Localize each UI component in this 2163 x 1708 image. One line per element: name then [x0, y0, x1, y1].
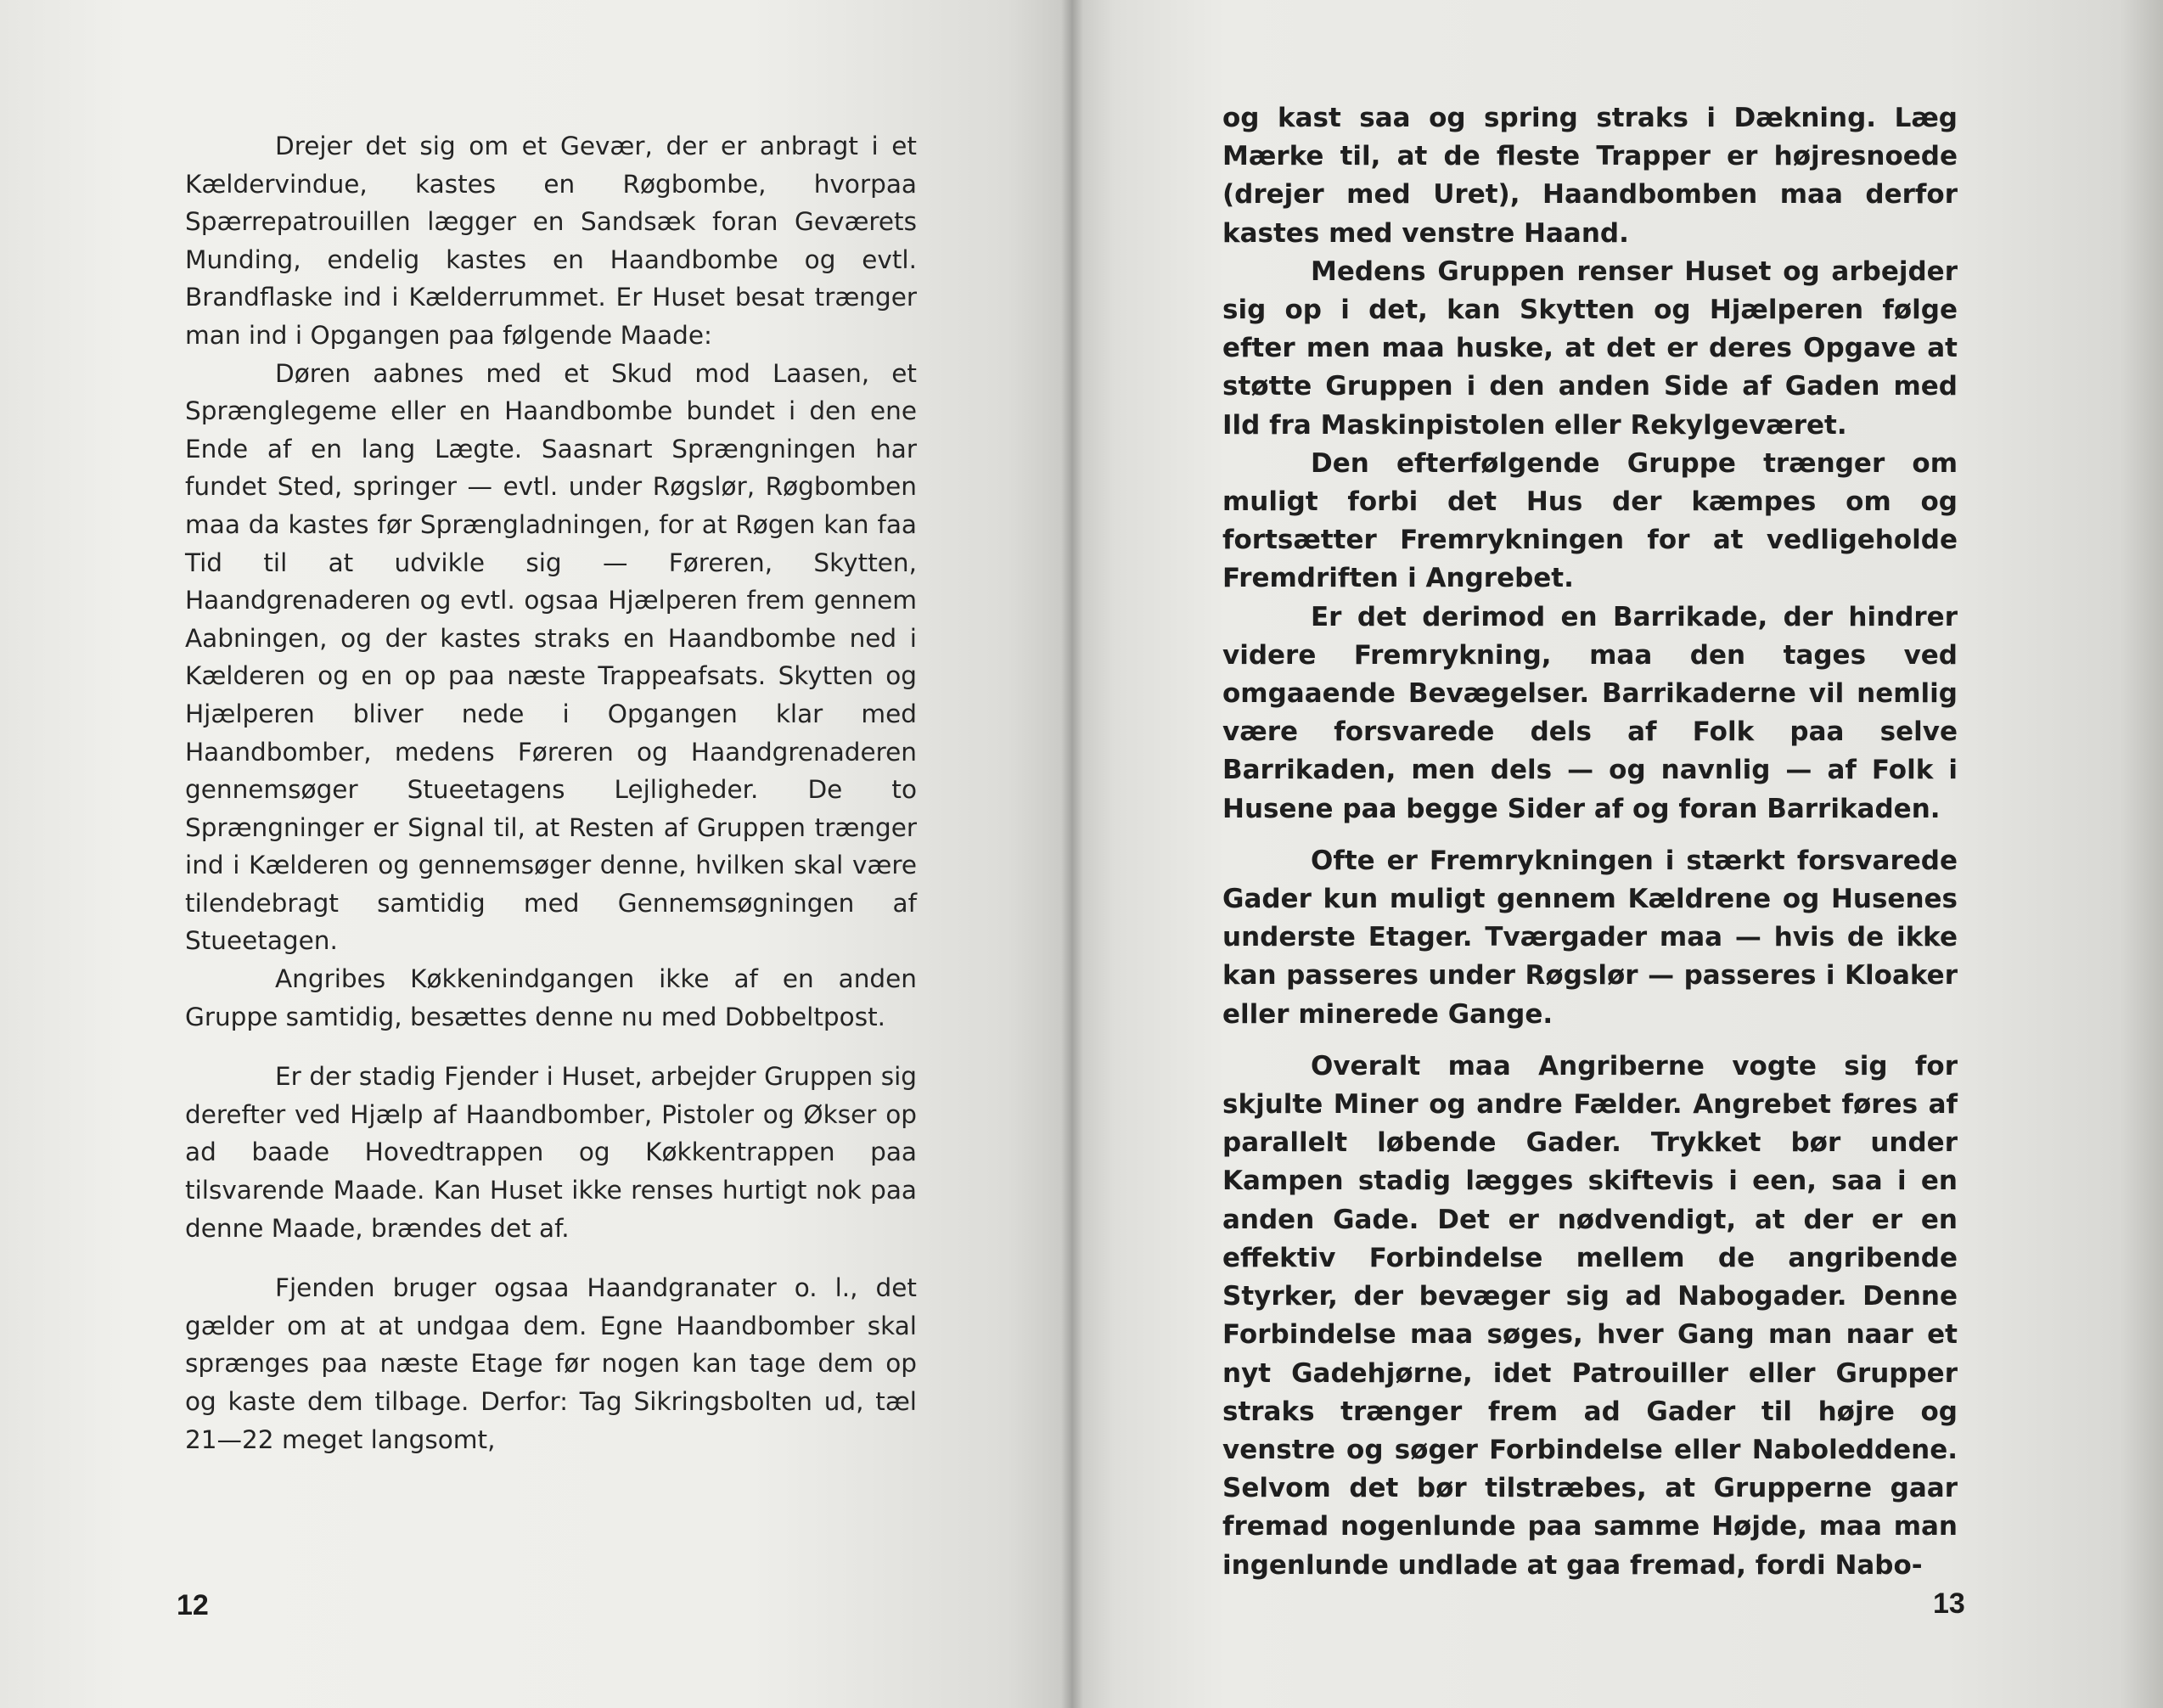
left-paragraph-2: Døren aabnes med et Skud mod Laasen, et Sprænglegeme eller en Haandbombe bundet i den ene Ende af en lang Lægte. Saasnart Sprængningen har fundet Sted, springer — evtl. under Røgslør, Røgbomben maa da kastes før Sprængladningen, for at Røgen kan faa Tid til at udvikle sig — Føreren, Skytten, Haandgrenaderen og evtl. ogsaa Hjælperen frem gennem Aabningen, og der kastes straks en Haandbombe ned i Kælderen og en op paa næste Trappeafsats. Skytten og Hjælperen bliver nede i Opgangen klar med Haandbomber, medens Føreren og Haandgrenaderen gennemsøger Stueetagens Lejligheder. De to Sprængninger er Signal til, at Resten af Gruppen trænger ind i Kælderen og gennemsøger denne, hvilken skal være tilendebragt samtidig med Gennemsøgningen af Stueetagen.	[185, 358, 917, 956]
right-paragraph-6: Overalt maa Angriberne vogte sig for skjulte Miner og andre Fælder. Angrebet føres af parallelt løbende Gader. Trykket bør under Kampen stadig lægges skiftevis i een, saa i en anden Gade. Det er nødvendigt, at der er en effektiv Forbindelse mellem de angribende Styrker, der bevæger sig ad Nabogader. Denne Forbindelse maa søges, hver Gang man naar et nyt Gadehjørne, idet Patrouiller eller Grupper straks trænger frem ad Gader til højre og venstre og søger Forbindelse eller Naboleddene. Selvom det bør tilstræbes, at Grupperne gaar fremad nogenlunde paa samme Højde, maa man ingenlunde undlade at gaa fremad, fordi Nabo-	[1222, 1050, 1958, 1581]
right-paragraph-3: Den efterfølgende Gruppe trænger om muligt forbi det Hus der kæmpes om og fortsætter Fremrykningen for at vedligeholde Fremdriften i Angrebet.	[1222, 447, 1958, 594]
page-number-right: 13	[1933, 1587, 1965, 1620]
paragraph-gap	[1222, 829, 1958, 842]
left-paragraph-3: Angribes Køkkenindgangen ikke af en anden Gruppe samtidig, besættes denne nu med Dobbeltpost.	[185, 964, 917, 1031]
right-paragraph-1: og kast saa og spring straks i Dækning. Læg Mærke til, at de fleste Trapper er højresnoede (drejer med Uret), Haandbomben maa derfor kastes med venstre Haand.	[1222, 103, 1958, 249]
left-page-text	[185, 127, 917, 1458]
paragraph-gap	[185, 1247, 917, 1269]
right-paragraph-2: Medens Gruppen renser Huset og arbejder sig op i det, kan Skytten og Hjælperen følge efter men maa huske, at det er deres Opgave at støtte Gruppen i den anden Side af Gaden med Ild fra Maskinpistolen eller Rekylgeværet.	[1222, 256, 1958, 441]
left-paragraph-5: Fjenden bruger ogsaa Haandgranater o. l., det gælder om at at undgaa dem. Egne Haandbomber skal sprænges paa næste Etage før nogen kan tage dem op og kaste dem tilbage. Derfor: Tag Sikringsbolten ud, tæl 21—22 meget langsomt,	[185, 1273, 917, 1454]
page-number-left: 12	[177, 1589, 209, 1621]
left-paragraph-1: Drejer det sig om et Gevær, der er anbragt i et Kældervindue, kastes en Røgbombe, hvorpaa Spærrepatrouillen lægger en Sandsæk foran Geværets Munding, endelig kastes en Haandbombe og evtl. Brandflaske ind i Kælderrummet. Er Huset besat trænger man ind i Opgangen paa følgende Maade:	[185, 132, 917, 350]
right-paragraph-5: Ofte er Fremrykningen i stærkt forsvarede Gader kun muligt gennem Kældrene og Husenes underste Etager. Tværgader maa — hvis de ikke kan passeres under Røgslør — passeres i Kloaker eller minerede Gange.	[1222, 845, 1958, 1030]
left-paragraph-4: Er der stadig Fjender i Huset, arbejder Gruppen sig derefter ved Hjælp af Haandbomber, Pistoler og Økser op ad baade Hovedtrappen og Køkkentrappen paa tilsvarende Maade. Kan Huset ikke renses hurtigt nok paa denne Maade, brændes det af.	[185, 1062, 917, 1243]
right-paragraph-4: Er det derimod en Barrikade, der hindrer videre Fremrykning, maa den tages ved omgaaende Bevægelser. Barrikaderne vil nemlig være forsvarede dels af Folk paa selve Barrikaden, men dels — og navnlig — af Folk i Husene paa begge Sider af og foran Barrikaden.	[1222, 601, 1958, 824]
book-gutter	[1061, 0, 1083, 1708]
left-page	[0, 0, 1071, 1708]
paragraph-gap	[185, 1036, 917, 1058]
paragraph-gap	[1222, 1034, 1958, 1048]
right-page-text	[1222, 99, 1958, 1585]
